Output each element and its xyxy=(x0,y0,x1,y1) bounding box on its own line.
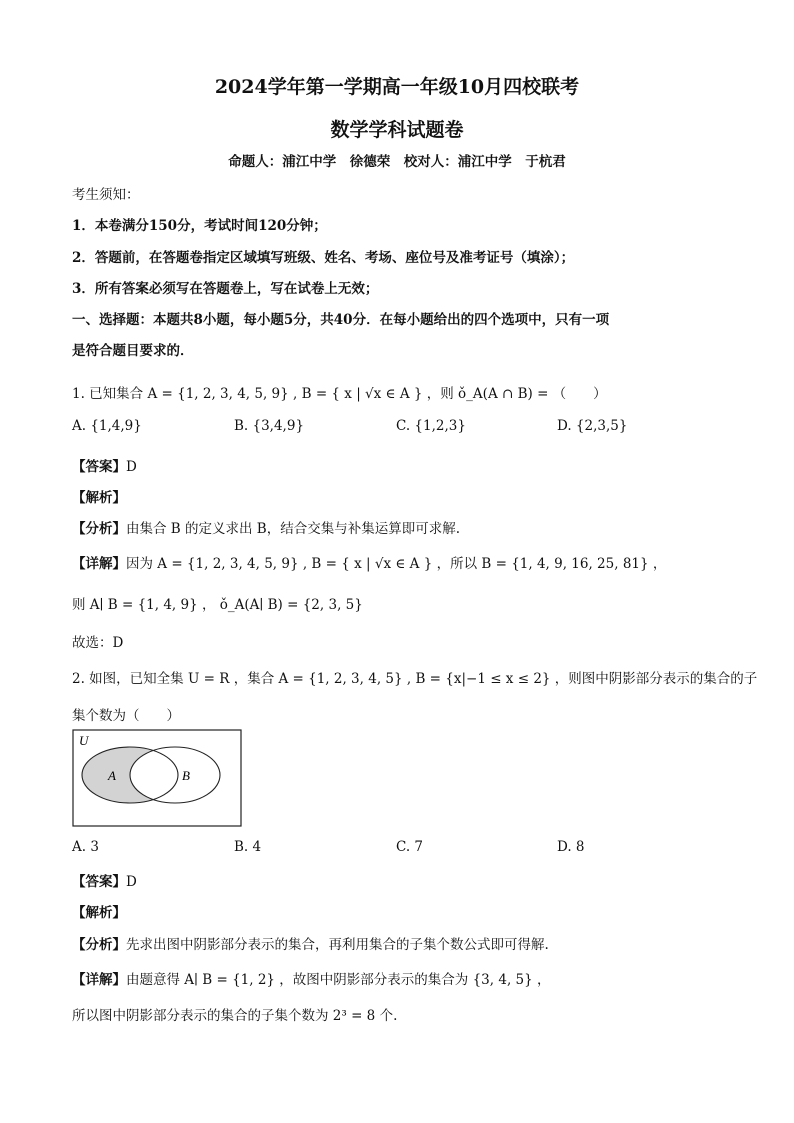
q1-detail-text-2: 则 A∣ B = {1, 4, 9} ， ǒ_A(A∣ B) = {2, 3, 5} xyxy=(72,597,363,613)
q2-detail-text-2: 所以图中阴影部分表示的集合的子集个数为 2³ = 8 个. xyxy=(72,1008,398,1024)
notice-heading: 考生须知： xyxy=(72,187,140,203)
q1-answer xyxy=(72,455,137,475)
q2-option-c: C. 7 xyxy=(396,839,424,855)
q1-detail xyxy=(72,552,666,572)
q1-option-a: A. {1,4,9} xyxy=(72,418,142,434)
q2-detail-text-1: 由题意得 A∣ B = {1, 2} ，故图中阴影部分表示的集合为 {3, 4, 5} ， xyxy=(126,972,551,988)
exam-subtitle: 数学学科试题卷 xyxy=(330,119,464,141)
q2-answer xyxy=(72,870,137,890)
exam-authors: 命题人：浦江中学 徐德荣 校对人：浦江中学 于杭君 xyxy=(228,154,566,170)
q1-conclusion: 故选：D xyxy=(72,635,124,651)
exam-title: 2024学年第一学期高一年级10月四校联考 xyxy=(214,76,580,98)
q1-option-b: B. {3,4,9} xyxy=(234,418,305,434)
q2-option-a: A. 3 xyxy=(72,839,99,855)
q1-stem: 1. 已知集合 A = {1, 2, 3, 4, 5, 9} , B = { x | √x ∈ A } ，则 ǒ_A(A ∩ B) = （ ） xyxy=(72,386,607,402)
q2-option-d: D. 8 xyxy=(557,839,585,855)
q1-answer-label: 【答案】 xyxy=(72,459,126,475)
q2-stem-line1: 2. 如图，已知全集 U = R ，集合 A = {1, 2, 3, 4, 5} , B = {x|−1 ≤ x ≤ 2} ，则图中阴影部分表示的集合的子 xyxy=(72,671,758,687)
q2-option-b: B. 4 xyxy=(234,839,262,855)
venn-label-a: A xyxy=(108,768,116,783)
q2-answer-label: 【答案】 xyxy=(72,874,126,890)
q1-option-d: D. {2,3,5} xyxy=(557,418,628,434)
q1-detail-text-1: 因为 A = {1, 2, 3, 4, 5, 9} , B = { x | √x ∈ A } ，所以 B = {1, 4, 9, 16, 25, 81} ， xyxy=(126,556,667,572)
q1-detail-label: 【详解】 xyxy=(72,556,126,572)
notice-item-3: 3．所有答案必须写在答题卷上，写在试卷上无效； xyxy=(72,281,379,297)
venn-label-u: U xyxy=(79,733,89,748)
venn-label-b: B xyxy=(182,768,190,783)
q1-fenxi xyxy=(72,517,460,537)
q1-analysis-label: 【解析】 xyxy=(72,490,126,506)
q2-fenxi-text: 先求出图中阴影部分表示的集合，再利用集合的子集个数公式即可得解. xyxy=(126,937,549,953)
q2-answer-value: D xyxy=(126,874,137,890)
q1-fenxi-text: 由集合 B 的定义求出 B，结合交集与补集运算即可求解. xyxy=(126,521,461,537)
q2-detail xyxy=(72,968,551,988)
section-heading-line2: 是符合题目要求的． xyxy=(72,343,194,359)
q1-fenxi-label: 【分析】 xyxy=(72,521,126,537)
q2-stem-line2: 集个数为（ ） xyxy=(72,708,180,724)
q2-fenxi-label: 【分析】 xyxy=(72,937,126,953)
q2-detail-label: 【详解】 xyxy=(72,972,126,988)
q1-option-c: C. {1,2,3} xyxy=(396,418,466,434)
section-heading-line1: 一、选择题：本题共8小题，每小题5分，共40分．在每小题给出的四个选项中，只有一项 xyxy=(72,312,610,328)
q1-answer-value: D xyxy=(126,459,137,475)
q2-fenxi xyxy=(72,933,549,953)
notice-item-2: 2．答题前，在答题卷指定区域填写班级、姓名、考场、座位号及准考证号（填涂）； xyxy=(72,250,575,266)
notice-item-1: 1．本卷满分150分，考试时间120分钟； xyxy=(72,218,327,234)
q2-analysis-label: 【解析】 xyxy=(72,905,126,921)
venn-diagram xyxy=(72,729,244,829)
